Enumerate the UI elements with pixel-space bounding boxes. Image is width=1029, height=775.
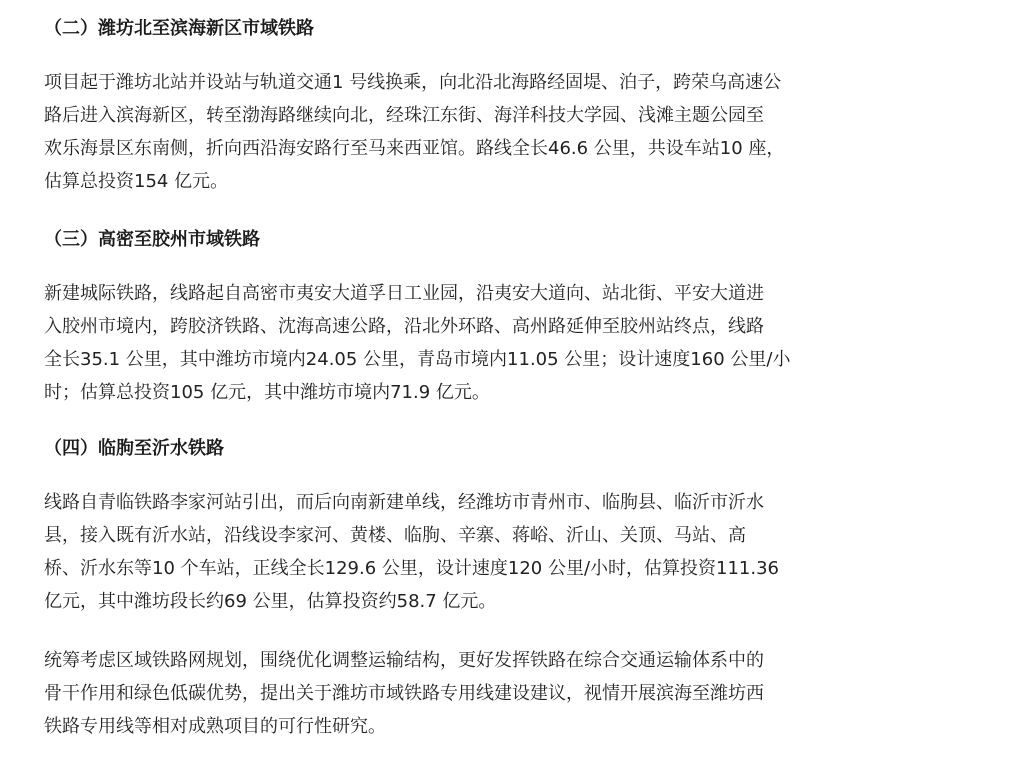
paragraph-line: 路后进入滨海新区，转至渤海路继续向北，经珠江东街、海洋科技大学园、浅滩主题公园至 [44, 105, 764, 126]
paragraph-line: 新建城际铁路，线路起自高密市夷安大道孚日工业园，沿夷安大道向、站北街、平安大道进 [44, 283, 764, 304]
paragraph-line: 铁路专用线等相对成熟项目的可行性研究。 [44, 716, 386, 737]
paragraph-line: 桥、沂水东等10 个车站，正线全长129.6 公里，设计速度120 公里/小时，估算投资111.36 [44, 558, 779, 579]
section-paragraph-gaomi-jiaozhou [44, 277, 904, 409]
paragraph-line: 入胶州市境内，跨胶济铁路、沈海高速公路，沿北外环路、高州路延伸至胶州站终点，线路 [44, 316, 764, 337]
paragraph-line: 欢乐海景区东南侧，折向西沿海安路行至马来西亚馆。路线全长46.6 公里，共设车站10 座， [44, 138, 785, 159]
paragraph-line: 项目起于潍坊北站并设站与轨道交通1 号线换乘，向北沿北海路经固堤、泊子，跨荣乌高速公 [44, 72, 782, 93]
section-heading-linqu-yishui: （四）临朐至沂水铁路 [44, 438, 224, 459]
section-paragraph-weifang-north-binhai [44, 66, 904, 198]
paragraph-line: 县，接入既有沂水站，沿线设李家河、黄楼、临朐、辛寨、蒋峪、沂山、关顶、马站、高 [44, 525, 746, 546]
section-heading-gaomi-jiaozhou: （三）高密至胶州市域铁路 [44, 229, 260, 250]
paragraph-line: 全长35.1 公里，其中潍坊市境内24.05 公里，青岛市境内11.05 公里；设计速度160 公里/小 [44, 349, 791, 370]
paragraph-line: 时；估算总投资105 亿元，其中潍坊市境内71.9 亿元。 [44, 382, 490, 403]
paragraph-line: 统筹考虑区域铁路网规划，围绕优化调整运输结构，更好发挥铁路在综合交通运输体系中的 [44, 650, 764, 671]
paragraph-line: 线路自青临铁路李家河站引出，而后向南新建单线，经潍坊市青州市、临朐县、临沂市沂水 [44, 492, 764, 513]
section-paragraph-linqu-yishui [44, 486, 904, 618]
paragraph-line: 亿元，其中潍坊段长约69 公里，估算投资约58.7 亿元。 [44, 591, 497, 612]
section-heading-weifang-north-binhai: （二）潍坊北至滨海新区市域铁路 [44, 18, 314, 39]
paragraph-line: 骨干作用和绿色低碳优势，提出关于潍坊市域铁路专用线建设建议，视情开展滨海至潍坊西 [44, 683, 764, 704]
closing-paragraph [44, 644, 904, 743]
paragraph-line: 估算总投资154 亿元。 [44, 171, 229, 192]
